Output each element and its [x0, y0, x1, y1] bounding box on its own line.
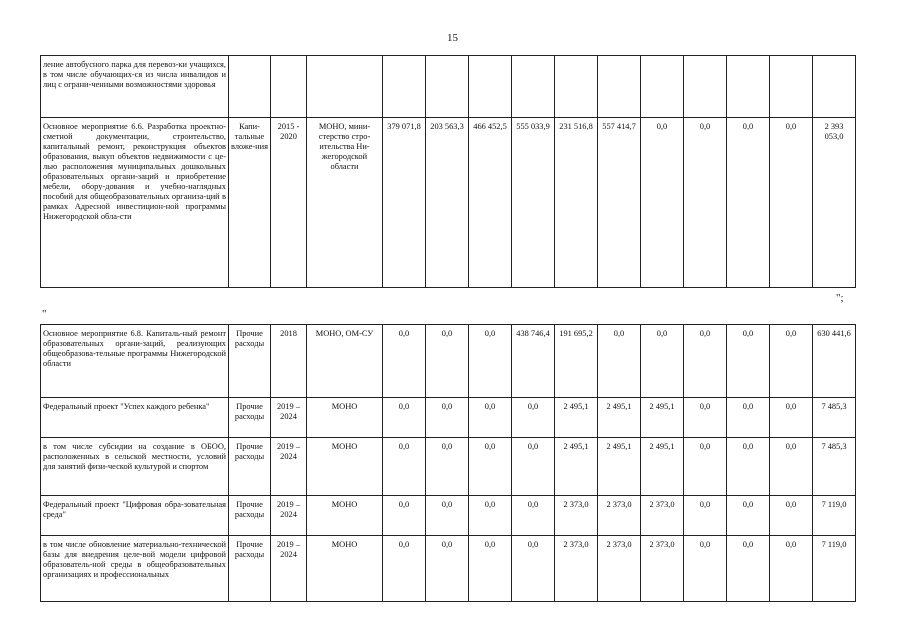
year-value-cell: 0,0 — [727, 398, 770, 438]
year-value-cell: 0,0 — [727, 325, 770, 398]
year-value-cell: 0,0 — [770, 438, 813, 496]
year-value-cell — [770, 56, 813, 118]
expense-type-cell: Прочие расходы — [229, 398, 271, 438]
year-value-cell — [684, 56, 727, 118]
year-value-cell: 0,0 — [383, 438, 426, 496]
measure-description-cell: Основное мероприятие 6.6. Разработка проектно-сметной документации, строительство, капитальный ремонт, реконструкция объектов образования, выкуп объектов недвижимости с це-лью расположения муниципальных дошкольных образовательных органи-заций и приобретение мебели, обору-дования и учебно-наглядных пособий для общеобразовательных организа-ций в рамках Адресной инвестицион-ной программы Нижегородской обла-сти — [41, 118, 229, 288]
expense-type-cell: Прочие расходы — [229, 536, 271, 602]
year-value-cell: 0,0 — [469, 438, 512, 496]
year-value-cell — [512, 56, 555, 118]
measure-description-cell: Федеральный проект "Успех каждого ребенка" — [41, 398, 229, 438]
period-cell: 2019 – 2024 — [271, 536, 307, 602]
year-value-cell: 191 695,2 — [555, 325, 598, 398]
year-value-cell: 0,0 — [512, 496, 555, 536]
period-cell: 2015 - 2020 — [271, 118, 307, 288]
executor-cell — [307, 56, 383, 118]
year-value-cell: 0,0 — [770, 118, 813, 288]
executor-cell: МОНО — [307, 536, 383, 602]
year-value-cell: 0,0 — [641, 325, 684, 398]
year-value-cell: 0,0 — [383, 325, 426, 398]
year-value-cell: 0,0 — [684, 536, 727, 602]
year-value-cell: 0,0 — [641, 118, 684, 288]
year-value-cell: 2 373,0 — [641, 496, 684, 536]
year-value-cell: 557 414,7 — [598, 118, 641, 288]
year-value-cell: 0,0 — [727, 118, 770, 288]
year-value-cell: 0,0 — [383, 536, 426, 602]
year-value-cell: 2 495,1 — [555, 438, 598, 496]
year-value-cell: 0,0 — [469, 325, 512, 398]
year-value-cell: 2 373,0 — [555, 536, 598, 602]
table-row — [41, 536, 856, 602]
year-value-cell: 2 495,1 — [555, 398, 598, 438]
year-value-cell: 2 495,1 — [641, 398, 684, 438]
year-value-cell: 0,0 — [512, 398, 555, 438]
year-value-cell: 0,0 — [727, 438, 770, 496]
year-value-cell: 438 746,4 — [512, 325, 555, 398]
year-value-cell: 2 495,1 — [641, 438, 684, 496]
expense-type-cell: Капи-тальные вложе-ния — [229, 118, 271, 288]
year-value-cell: 0,0 — [770, 536, 813, 602]
year-value-cell: 0,0 — [512, 536, 555, 602]
period-cell: 2019 – 2024 — [271, 438, 307, 496]
executor-cell: МОНО — [307, 438, 383, 496]
executor-cell: МОНО, ОМ-СУ — [307, 325, 383, 398]
year-value-cell: 0,0 — [426, 536, 469, 602]
total-value-cell: 2 393 053,0 — [813, 118, 856, 288]
year-value-cell: 0,0 — [598, 325, 641, 398]
year-value-cell: 0,0 — [770, 325, 813, 398]
year-value-cell — [555, 56, 598, 118]
year-value-cell — [598, 56, 641, 118]
table-row — [41, 118, 856, 288]
year-value-cell: 0,0 — [469, 398, 512, 438]
year-value-cell: 0,0 — [426, 438, 469, 496]
measure-description-cell: в том числе обновление материально-технической базы для внедрения целе-вой модели цифровой образователь-ной среды в общеобразовательных организациях и профессиональных — [41, 536, 229, 602]
opening-quote: " — [42, 308, 47, 320]
page-number: 15 — [447, 32, 458, 44]
executor-cell: МОНО — [307, 398, 383, 438]
program-table-part-2 — [40, 324, 856, 602]
year-value-cell — [426, 56, 469, 118]
table-row — [41, 496, 856, 536]
year-value-cell: 2 373,0 — [598, 536, 641, 602]
year-value-cell: 0,0 — [512, 438, 555, 496]
total-value-cell: 7 119,0 — [813, 496, 856, 536]
year-value-cell: 203 563,3 — [426, 118, 469, 288]
measure-description-cell: в том числе субсидии на создание в ОБОО, расположенных в сельской местности, условий для занятий физи-ческой культурой и спортом — [41, 438, 229, 496]
year-value-cell: 2 373,0 — [555, 496, 598, 536]
closing-quote: "; — [836, 292, 844, 304]
executor-cell: МОНО, мини-стерство стро-ительства Ни-жегородской области — [307, 118, 383, 288]
year-value-cell: 0,0 — [684, 438, 727, 496]
measure-description-cell: Федеральный проект "Цифровая обра-зовательная среда" — [41, 496, 229, 536]
measure-description-cell: ление автобусного парка для перевоз-ки учащихся, в том числе обучающих-ся из числа инвалидов и лиц с ограни-ченными возможностями здоровья — [41, 56, 229, 118]
year-value-cell: 0,0 — [684, 398, 727, 438]
year-value-cell: 0,0 — [727, 496, 770, 536]
year-value-cell: 0,0 — [469, 536, 512, 602]
period-cell: 2019 – 2024 — [271, 398, 307, 438]
total-value-cell — [813, 56, 856, 118]
year-value-cell: 466 452,5 — [469, 118, 512, 288]
total-value-cell: 630 441,6 — [813, 325, 856, 398]
year-value-cell: 231 516,8 — [555, 118, 598, 288]
year-value-cell: 0,0 — [426, 496, 469, 536]
expense-type-cell: Прочие расходы — [229, 325, 271, 398]
year-value-cell: 2 373,0 — [641, 536, 684, 602]
executor-cell: МОНО — [307, 496, 383, 536]
year-value-cell — [727, 56, 770, 118]
year-value-cell: 0,0 — [469, 496, 512, 536]
year-value-cell: 0,0 — [770, 496, 813, 536]
year-value-cell: 555 033,9 — [512, 118, 555, 288]
year-value-cell: 0,0 — [684, 118, 727, 288]
period-cell — [271, 56, 307, 118]
year-value-cell — [469, 56, 512, 118]
year-value-cell: 0,0 — [426, 398, 469, 438]
total-value-cell: 7 119,0 — [813, 536, 856, 602]
period-cell: 2018 — [271, 325, 307, 398]
total-value-cell: 7 485,3 — [813, 398, 856, 438]
year-value-cell: 0,0 — [383, 496, 426, 536]
total-value-cell: 7 485,3 — [813, 438, 856, 496]
year-value-cell — [641, 56, 684, 118]
table-row — [41, 325, 856, 398]
expense-type-cell: Прочие расходы — [229, 496, 271, 536]
program-table-part-1 — [40, 55, 856, 288]
year-value-cell: 0,0 — [426, 325, 469, 398]
table-row — [41, 398, 856, 438]
table-row — [41, 438, 856, 496]
year-value-cell: 2 373,0 — [598, 496, 641, 536]
year-value-cell: 0,0 — [727, 536, 770, 602]
year-value-cell: 0,0 — [770, 398, 813, 438]
year-value-cell: 2 495,1 — [598, 398, 641, 438]
measure-description-cell: Основное мероприятие 6.8. Капиталь-ный ремонт образовательных органи-заций, реализующих общеобразова-тельные программы Нижегородской области — [41, 325, 229, 398]
year-value-cell: 0,0 — [383, 398, 426, 438]
year-value-cell: 0,0 — [684, 325, 727, 398]
expense-type-cell — [229, 56, 271, 118]
expense-type-cell: Прочие расходы — [229, 438, 271, 496]
year-value-cell: 379 071,8 — [383, 118, 426, 288]
table-row — [41, 56, 856, 118]
year-value-cell — [383, 56, 426, 118]
year-value-cell: 0,0 — [684, 496, 727, 536]
year-value-cell: 2 495,1 — [598, 438, 641, 496]
period-cell: 2019 – 2024 — [271, 496, 307, 536]
